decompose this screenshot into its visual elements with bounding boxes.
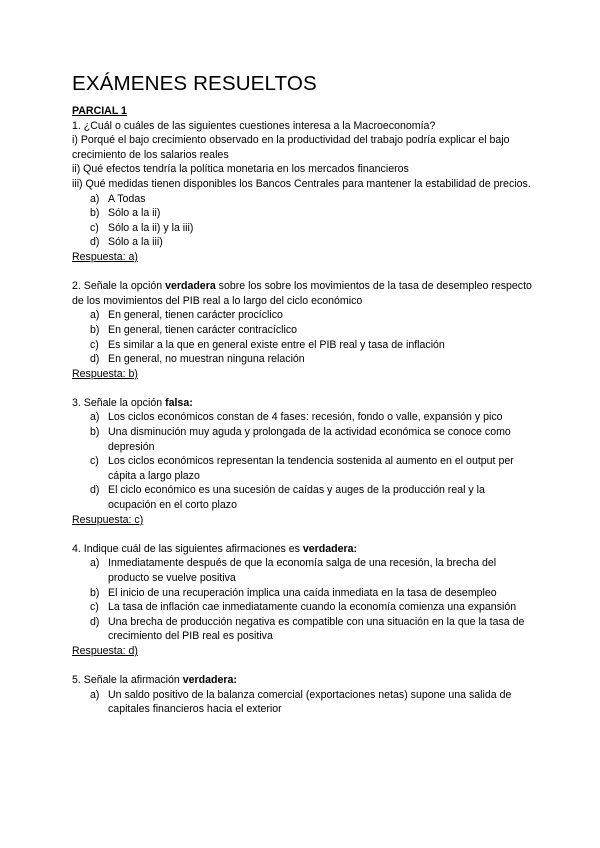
option-a xyxy=(72,192,532,207)
option-label: b) xyxy=(90,586,100,599)
option-text: Una disminución muy aguda y prolongada de la actividad económica se conoce como depresión xyxy=(108,426,511,453)
question-5-options xyxy=(72,688,532,717)
option-text: En general, tienen carácter procíclico xyxy=(108,309,283,322)
question-1-item-ii: ii) Qué efectos tendría la política monetaria en los mercados financieros xyxy=(72,163,409,176)
question-1-item-iii: iii) Qué medidas tienen disponibles los Bancos Centrales para mantener la estabilidad de precios. xyxy=(72,177,531,190)
option-label: a) xyxy=(90,192,100,205)
option-text: Sólo a la ii) y la iii) xyxy=(108,221,194,234)
option-c xyxy=(72,454,532,483)
question-4-answer: Respuesta: d) xyxy=(72,644,138,657)
document-title: EXÁMENES RESUELTOS xyxy=(72,72,317,95)
option-b xyxy=(72,425,532,454)
option-d xyxy=(72,483,532,512)
option-label: c) xyxy=(90,338,99,351)
option-text: Los ciclos económicos representan la tendencia sostenida al aumento en el output per cápita a largo plazo xyxy=(108,455,514,482)
question-5 xyxy=(72,673,532,717)
option-label: a) xyxy=(90,411,100,424)
option-label: d) xyxy=(90,615,100,628)
option-d xyxy=(72,615,532,644)
option-label: d) xyxy=(90,236,100,249)
question-2-suffix: sobre los sobre los movimientos de la tasa de desempleo respecto de los movimientos del PIB real a lo largo del ciclo económico xyxy=(72,280,532,307)
option-a xyxy=(72,556,532,585)
option-a xyxy=(72,688,532,717)
option-a xyxy=(72,410,532,425)
question-5-emphasis: verdadera: xyxy=(182,674,237,687)
option-text: Los ciclos económicos constan de 4 fases: recesión, fondo o valle, expansión y pico xyxy=(108,411,503,424)
option-c xyxy=(72,221,532,236)
option-text: El inicio de una recuperación implica una caída inmediata en la tasa de desempleo xyxy=(108,586,497,599)
option-label: b) xyxy=(90,426,100,439)
question-2 xyxy=(72,279,532,381)
question-2-prefix: 2. Señale la opción xyxy=(72,280,166,293)
option-text: Es similar a la que en general existe entre el PIB real y tasa de inflación xyxy=(108,338,445,351)
option-label: d) xyxy=(90,353,100,366)
option-text: A Todas xyxy=(108,192,146,205)
question-5-prefix: 5. Señale la afirmación xyxy=(72,674,183,687)
option-text: Sólo a la ii) xyxy=(108,207,161,220)
question-1 xyxy=(72,119,532,265)
question-3-prefix: 3. Señale la opción xyxy=(72,396,166,409)
question-2-answer: Respuesta: b) xyxy=(72,367,138,380)
question-1-text: 1. ¿Cuál o cuáles de las siguientes cuestiones interesa a la Macroeconomía? xyxy=(72,119,436,132)
option-label: d) xyxy=(90,484,100,497)
option-text: Sólo a la iii) xyxy=(108,236,163,249)
question-3-emphasis: falsa: xyxy=(165,396,193,409)
question-4-options xyxy=(72,556,532,644)
question-2-emphasis: verdadera xyxy=(165,280,216,293)
option-text: El ciclo económico es una sucesión de caídas y auges de la producción real y la ocupación en el corto plazo xyxy=(108,484,485,512)
option-label: c) xyxy=(90,455,99,468)
option-b xyxy=(72,323,532,338)
option-label: a) xyxy=(90,688,100,701)
question-3 xyxy=(72,396,532,527)
question-3-text xyxy=(72,396,532,411)
option-label: b) xyxy=(90,323,100,336)
option-text: Una brecha de producción negativa es compatible con una situación en la que la tasa de crecimiento del PIB real es positiva xyxy=(108,615,525,643)
option-text: La tasa de inflación cae inmediatamente cuando la economía comienza una expansión xyxy=(108,601,517,614)
option-b xyxy=(72,586,532,601)
option-a xyxy=(72,308,532,323)
option-label: c) xyxy=(90,221,99,234)
question-4-emphasis: verdadera: xyxy=(302,542,358,555)
option-text: En general, tienen carácter contracíclico xyxy=(108,323,298,336)
option-label: a) xyxy=(90,557,100,570)
option-label: c) xyxy=(90,601,99,614)
question-1-options xyxy=(72,192,532,250)
question-3-options xyxy=(72,410,532,512)
option-text: Un saldo positivo de la balanza comercial (exportaciones netas) supone una salida de capitales financieros hacia el exterior xyxy=(108,688,512,716)
option-c xyxy=(72,600,532,615)
question-4-prefix: 4. Indique cuál de las siguientes afirmaciones es xyxy=(72,542,303,555)
option-label: a) xyxy=(90,309,100,322)
question-2-options xyxy=(72,308,532,366)
question-4-text xyxy=(72,542,532,557)
option-c xyxy=(72,338,532,353)
question-4 xyxy=(72,542,532,659)
document-page xyxy=(72,72,532,732)
option-text: En general, no muestran ninguna relación xyxy=(108,353,305,366)
question-5-text xyxy=(72,673,532,688)
option-b xyxy=(72,206,532,221)
option-d xyxy=(72,352,532,367)
question-1-answer: Respuesta: a) xyxy=(72,250,138,263)
question-1-item-i: i) Porqué el bajo crecimiento observado en la productividad del trabajo podría explicar el bajo crecimiento de los salarios reales xyxy=(72,134,510,161)
question-2-text xyxy=(72,279,532,308)
section-heading: PARCIAL 1 xyxy=(72,105,127,117)
question-3-answer: Resupuesta: c) xyxy=(72,513,144,526)
option-text: Inmediatamente después de que la economía salga de una recesión, la brecha del producto se vuelve positiva xyxy=(108,557,497,584)
option-label: b) xyxy=(90,207,100,220)
option-d xyxy=(72,235,532,250)
